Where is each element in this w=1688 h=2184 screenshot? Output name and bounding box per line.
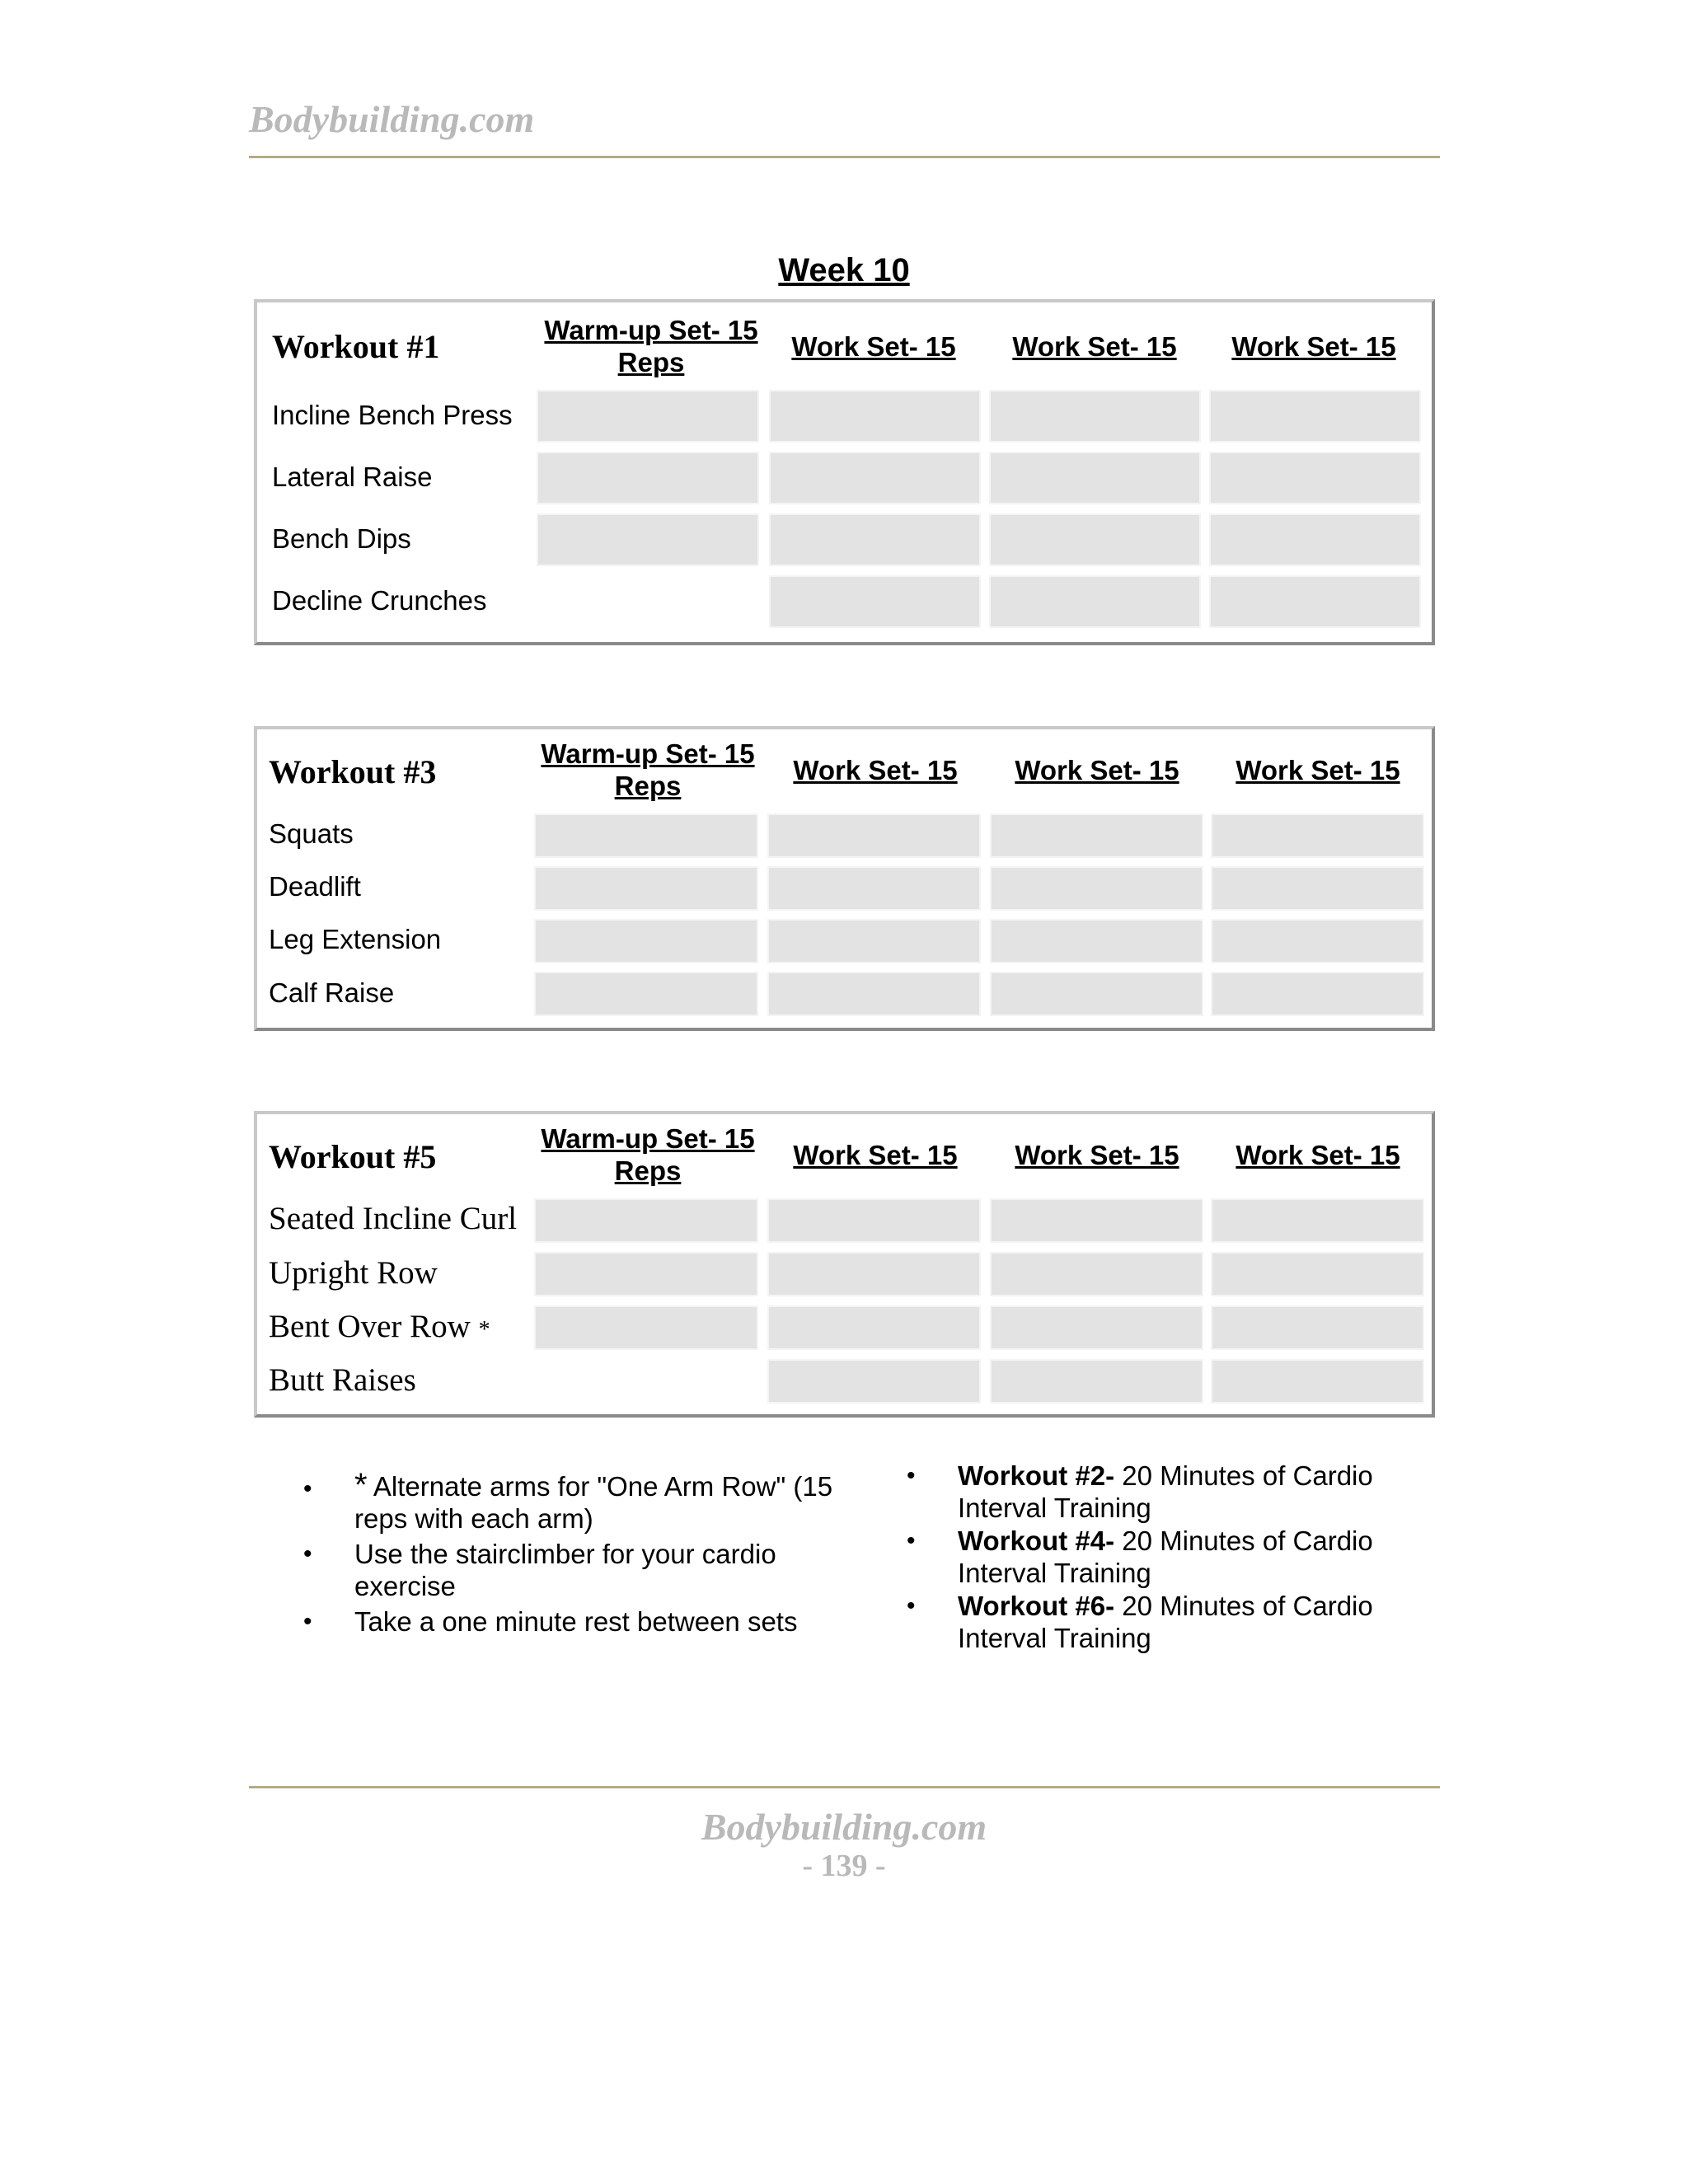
col-warmup-line2: Reps (617, 347, 685, 377)
entry-cell[interactable] (534, 1198, 758, 1243)
note-text: 20 Minutes of Cardio Interval Training (958, 1460, 1373, 1523)
entry-cell[interactable] (534, 866, 758, 911)
col-work-set-2: Work Set- 15 (1015, 755, 1179, 785)
page-number: - 139 - (802, 1849, 886, 1883)
entry-cell[interactable] (1211, 1359, 1424, 1404)
entry-cell[interactable] (1211, 1252, 1424, 1296)
entry-cell[interactable] (769, 452, 981, 504)
entry-cell[interactable] (534, 919, 758, 963)
entry-cell[interactable] (769, 575, 981, 628)
exercise-label (269, 1308, 490, 1345)
col-warmup-line2: Reps (614, 1155, 682, 1186)
exercise-label: Seated Incline Curl (269, 1201, 518, 1236)
entry-cell[interactable] (767, 813, 981, 858)
header-brand: Bodybuilding.com (249, 98, 535, 140)
asterisk-marker: * (478, 1317, 490, 1343)
entry-cell[interactable] (767, 1198, 981, 1243)
note-text: Alternate arms for "One Arm Row" (15 reps with each arm) (354, 1471, 833, 1534)
entry-cell[interactable] (1209, 513, 1421, 566)
col-warmup-header (532, 1122, 763, 1187)
bullet-icon: • (303, 1608, 312, 1635)
exercise-label: Deadlift (269, 871, 361, 902)
entry-cell[interactable] (1209, 452, 1421, 504)
exercise-label-text: Bent Over Row (269, 1309, 471, 1344)
bullet-icon: • (303, 1540, 312, 1568)
col-work-set-3: Work Set- 15 (1236, 755, 1400, 785)
col-warmup-line1: Warm-up Set- 15 (541, 738, 755, 769)
entry-cell[interactable] (990, 1305, 1203, 1350)
workout-3-title: Workout #3 (269, 753, 437, 790)
workout-1-title: Workout #1 (272, 328, 440, 365)
note-item (907, 1525, 1418, 1589)
entry-cell[interactable] (989, 513, 1201, 566)
entry-cell[interactable] (534, 813, 758, 858)
col-warmup-header (532, 738, 763, 802)
footer-brand: Bodybuilding.com (701, 1806, 987, 1848)
bullet-icon: • (907, 1592, 916, 1619)
asterisk-marker: * (354, 1467, 368, 1503)
bullet-icon: • (303, 1475, 312, 1502)
entry-cell[interactable] (769, 513, 981, 566)
entry-cell[interactable] (769, 390, 981, 443)
bullet-icon: • (907, 1527, 916, 1554)
note-text: Take a one minute rest between sets (354, 1606, 798, 1637)
workout-5-table (254, 1111, 1435, 1418)
col-work-set-1: Work Set- 15 (793, 1140, 958, 1170)
note-item (303, 1469, 872, 1535)
header-rule (249, 156, 1440, 158)
entry-cell[interactable] (990, 1359, 1203, 1404)
note-bold: Workout #2- (958, 1460, 1115, 1491)
col-work-set-2: Work Set- 15 (1015, 1140, 1179, 1170)
entry-cell[interactable] (1209, 390, 1421, 443)
col-work-set-1: Work Set- 15 (791, 331, 956, 362)
entry-cell[interactable] (1211, 1305, 1424, 1350)
entry-cell[interactable] (990, 1198, 1203, 1243)
note-item (303, 1538, 872, 1602)
week-title: Week 10 (778, 252, 910, 288)
exercise-label: Leg Extension (269, 924, 442, 954)
footer-rule (249, 1786, 1440, 1788)
exercise-label: Lateral Raise (272, 462, 433, 492)
note-bold: Workout #6- (958, 1591, 1115, 1621)
entry-cell[interactable] (990, 1252, 1203, 1296)
workout-5-title: Workout #5 (269, 1138, 437, 1175)
col-warmup-line2: Reps (614, 771, 682, 801)
col-warmup-line1: Warm-up Set- 15 (544, 315, 758, 345)
entry-cell[interactable] (767, 919, 981, 963)
entry-cell[interactable] (989, 575, 1201, 628)
entry-cell[interactable] (767, 1359, 981, 1404)
exercise-label: Calf Raise (269, 977, 395, 1008)
note-item (907, 1590, 1418, 1654)
entry-cell[interactable] (990, 866, 1203, 911)
notes-right (907, 1460, 1418, 1654)
bullet-icon: • (907, 1462, 916, 1489)
workout-1-table (254, 299, 1435, 645)
entry-cell[interactable] (767, 1252, 981, 1296)
entry-cell[interactable] (1209, 575, 1421, 628)
entry-cell[interactable] (989, 390, 1201, 443)
entry-cell[interactable] (767, 1305, 981, 1350)
entry-cell[interactable] (534, 1252, 758, 1296)
col-warmup-header (536, 314, 767, 378)
note-text: 20 Minutes of Cardio Interval Training (958, 1591, 1373, 1653)
entry-cell[interactable] (537, 390, 759, 443)
col-work-set-2: Work Set- 15 (1012, 331, 1177, 362)
notes-left (303, 1469, 872, 1638)
entry-cell[interactable] (534, 972, 758, 1016)
entry-cell[interactable] (1211, 1198, 1424, 1243)
exercise-label: Incline Bench Press (272, 400, 513, 430)
entry-cell[interactable] (989, 452, 1201, 504)
entry-cell[interactable] (1211, 919, 1424, 963)
note-text: Use the stairclimber for your cardio exercise (354, 1539, 776, 1601)
entry-cell[interactable] (1211, 972, 1424, 1016)
note-item (907, 1460, 1418, 1524)
exercise-label: Upright Row (269, 1255, 438, 1291)
entry-cell[interactable] (767, 866, 981, 911)
col-work-set-3: Work Set- 15 (1231, 331, 1396, 362)
entry-cell[interactable] (1211, 866, 1424, 911)
entry-cell[interactable] (537, 513, 759, 566)
exercise-label: Decline Crunches (272, 585, 487, 616)
entry-cell[interactable] (1211, 813, 1424, 858)
note-bold: Workout #4- (958, 1526, 1115, 1556)
entry-cell[interactable] (990, 813, 1203, 858)
exercise-label: Bench Dips (272, 523, 411, 554)
col-work-set-3: Work Set- 15 (1236, 1140, 1400, 1170)
note-text: 20 Minutes of Cardio Interval Training (958, 1526, 1373, 1588)
workout-3-table (254, 726, 1435, 1031)
note-item (303, 1605, 872, 1638)
entry-cell[interactable] (537, 452, 759, 504)
exercise-label: Butt Raises (269, 1362, 416, 1398)
entry-cell[interactable] (767, 972, 981, 1016)
entry-cell[interactable] (990, 919, 1203, 963)
entry-cell[interactable] (534, 1305, 758, 1350)
col-work-set-1: Work Set- 15 (793, 755, 958, 785)
exercise-label: Squats (269, 818, 354, 849)
entry-cell[interactable] (990, 972, 1203, 1016)
col-warmup-line1: Warm-up Set- 15 (541, 1123, 755, 1154)
